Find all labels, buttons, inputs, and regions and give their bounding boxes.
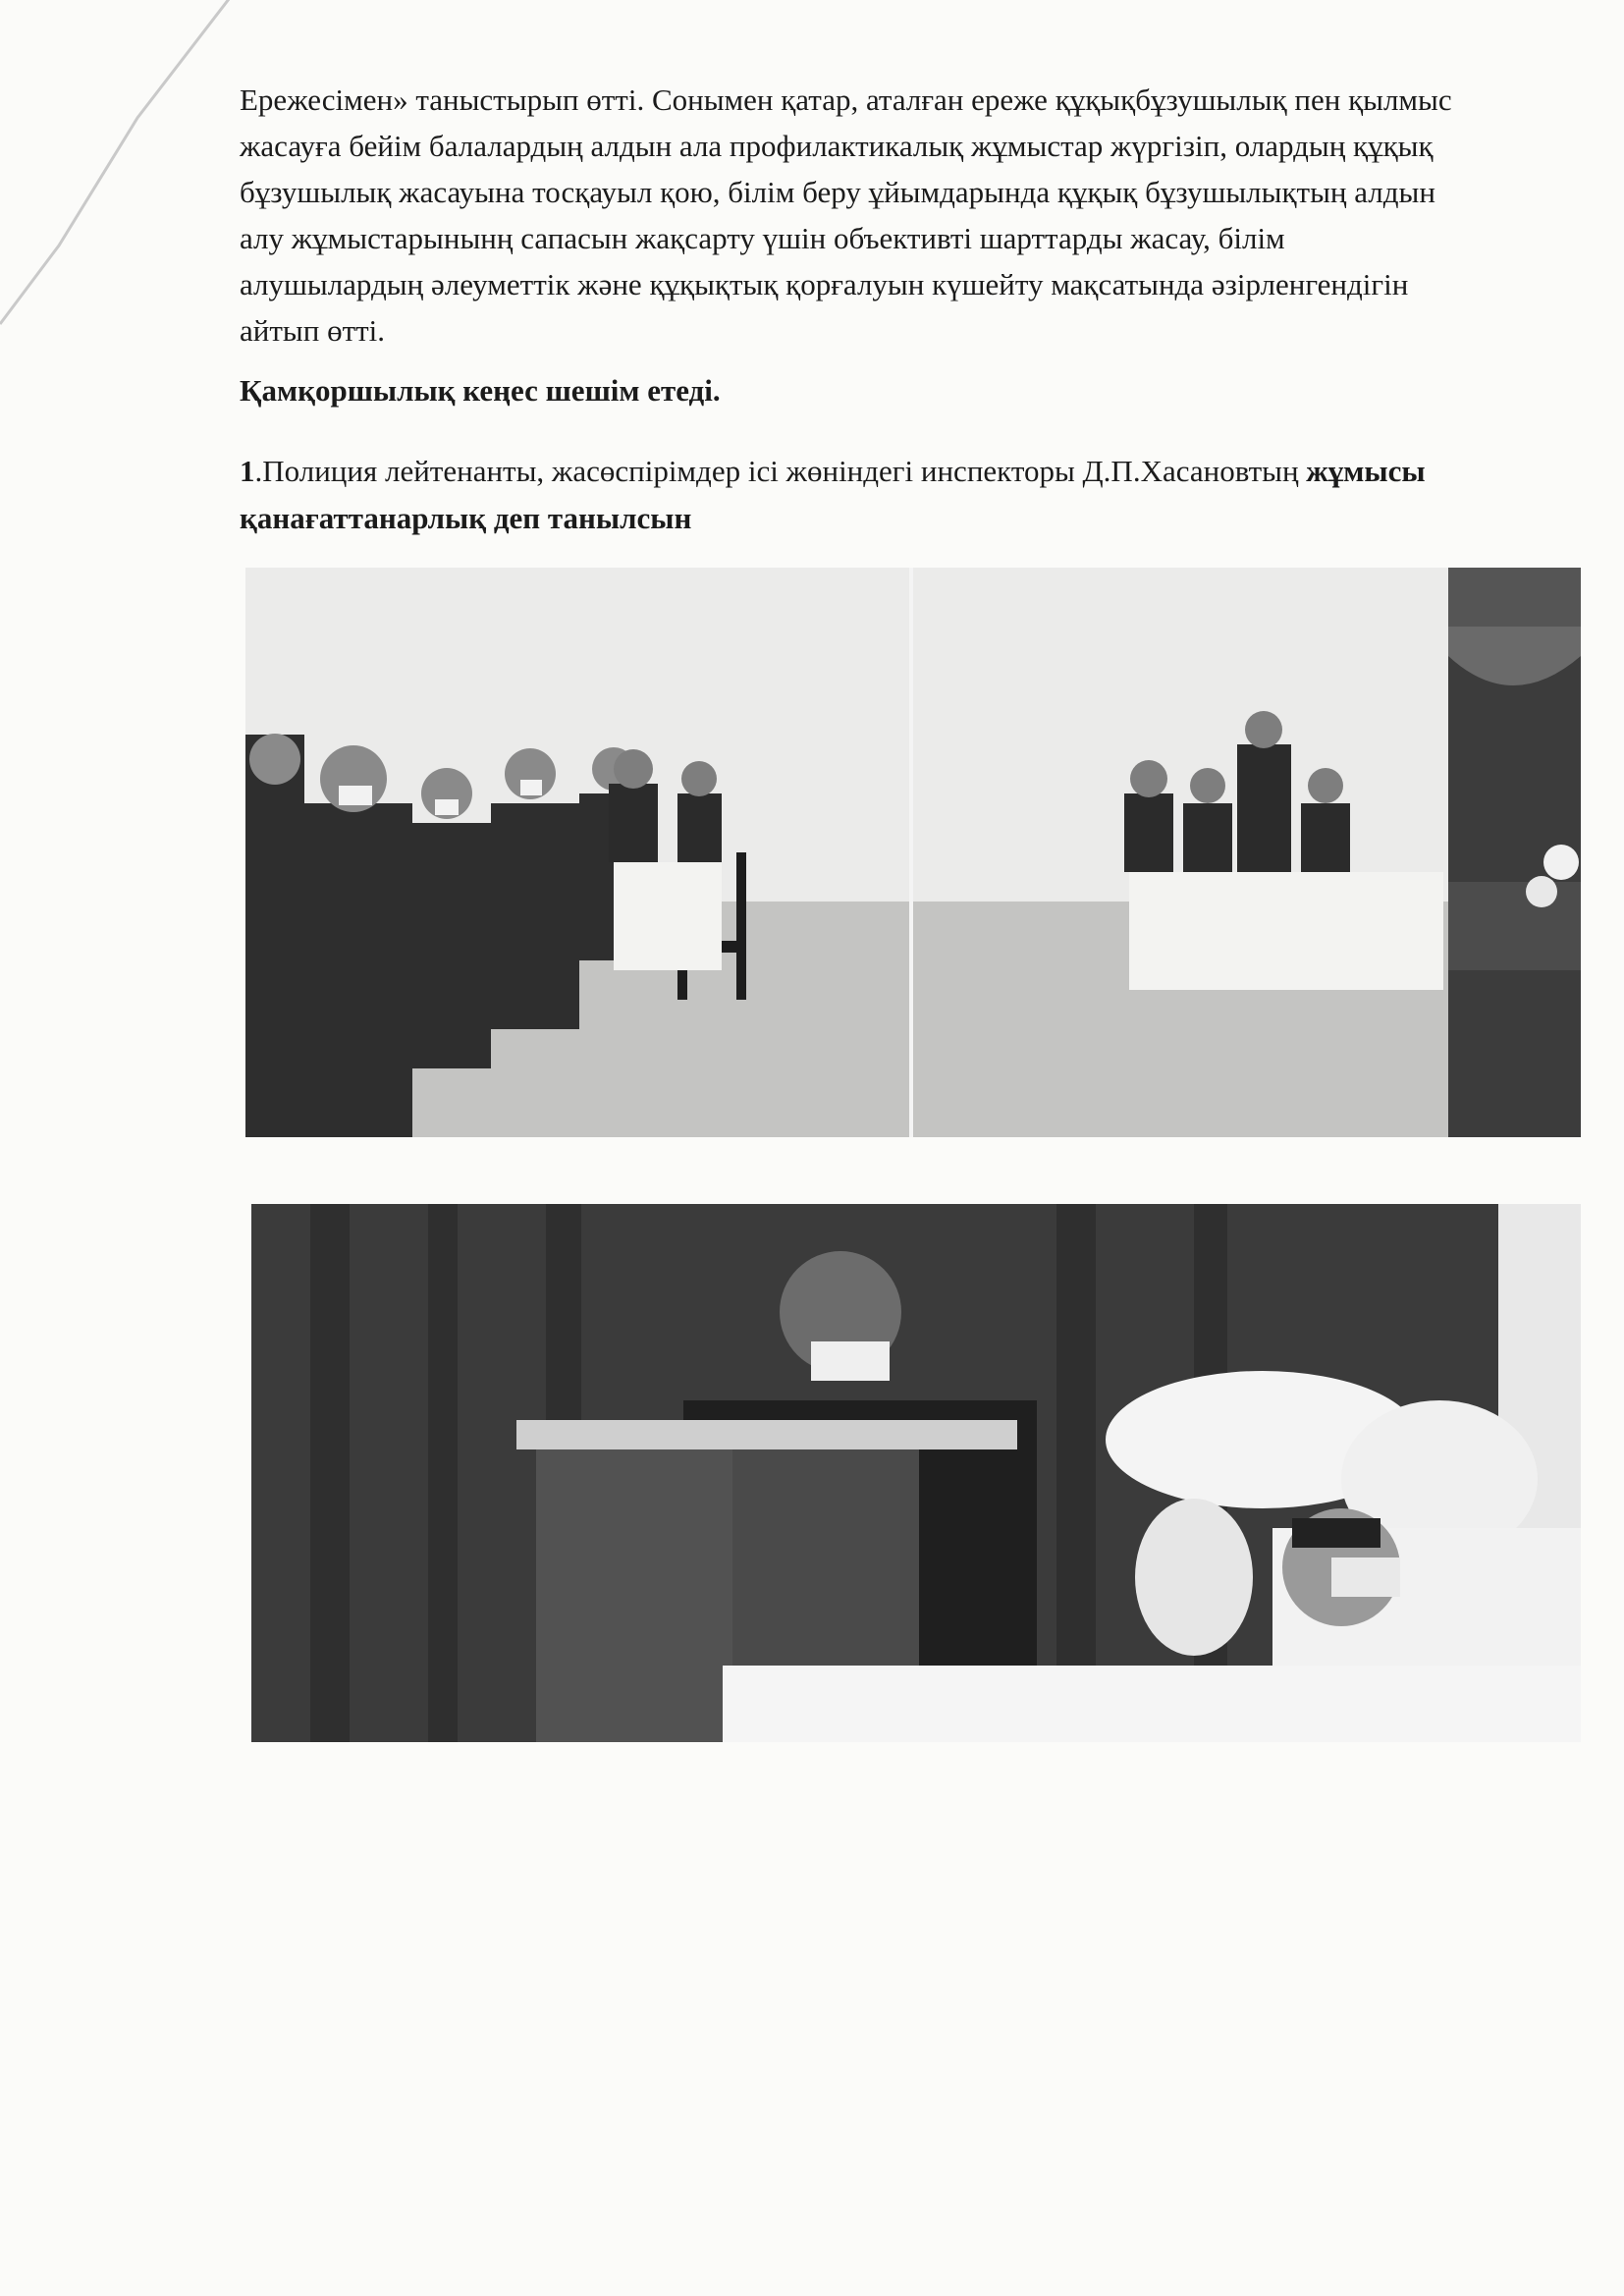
- item-bold-text: жұмысы қанағаттанарлық деп танылсын: [240, 454, 1426, 535]
- paragraph-line: бұзушылық жасауына тосқауыл қою, білім беру ұйымдарында құқық бұзушылықтың алдын: [240, 175, 1435, 209]
- paragraph-line: айтып өтті.: [240, 313, 386, 348]
- paragraph-line: алушылардың әлеуметтік және құқықтық қорғалуын күшейту мақсатында әзірленгендігін: [240, 267, 1409, 301]
- item-text: .Полиция лейтенанты, жасөспірімдер ісі жөніндегі инспекторы Д.П.Хасановтың: [254, 454, 1307, 488]
- item-number: 1: [240, 454, 255, 488]
- meeting-hall-photo: [245, 568, 1581, 1137]
- decision-item: [240, 448, 1595, 542]
- paragraph-line: жасауға бейім балалардың алдын ала профилактикалық жұмыстар жүргізіп, олардың құқық: [240, 129, 1434, 163]
- body-paragraph: [240, 77, 1585, 354]
- paragraph-line: Ережесімен» таныстырып өтті. Сонымен қатар, аталған ереже құқықбұзушылық пен қылмыс: [240, 82, 1452, 117]
- paragraph-line: алу жұмыстарынынң сапасын жақсарту үшін объективті шарттарды жасау, білім: [240, 221, 1285, 255]
- decision-heading: Қамқоршылық кеңес шешім етеді.: [240, 373, 721, 408]
- speaker-at-podium-photo: [251, 1204, 1581, 1742]
